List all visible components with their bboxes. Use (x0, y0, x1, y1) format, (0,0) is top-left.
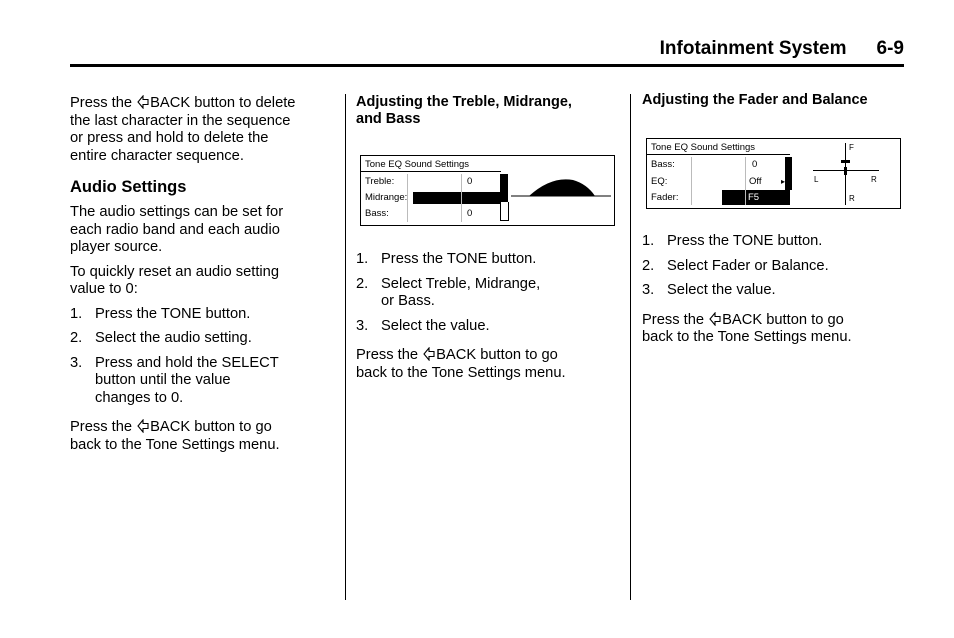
column-2-body (356, 251, 621, 382)
list-item: 1. Press the TONE button. (356, 251, 537, 267)
fader-heading: Adjusting the Fader and Balance (642, 92, 868, 108)
back-arrow-icon (709, 312, 721, 326)
bass-label: Bass: (651, 159, 675, 170)
list-item: 1. Press the TONE button. (70, 305, 251, 322)
column-1 (70, 95, 335, 454)
back-arrow-icon (423, 347, 435, 361)
front-label: F (849, 143, 854, 152)
back-paragraph: Press the BACK button to go back to the Tone Settings menu. (356, 347, 566, 381)
tone-eq-screen-treble (360, 155, 615, 226)
intro-paragraph: Press the BACK button to delete the last character in the sequence or press and hold to delete the entire character sequence. (70, 95, 296, 164)
screen-title: Tone EQ Sound Settings (651, 142, 756, 153)
bass-value: 0 (752, 159, 758, 170)
right-label: R (871, 175, 877, 184)
section-title: Infotainment System (659, 38, 847, 59)
list-item: 3. Select the value. (642, 282, 776, 298)
column-divider-1 (345, 94, 346, 600)
left-label: L (814, 175, 819, 184)
eq-curve-icon (511, 174, 611, 200)
screen-title: Tone EQ Sound Settings (365, 159, 470, 170)
eq-label: EQ: (651, 176, 668, 187)
midrange-label: Midrange: (365, 192, 408, 203)
fader-marker (841, 160, 850, 163)
midrange-highlight (413, 192, 501, 204)
page-header (660, 38, 904, 60)
page-number: 6-9 (876, 38, 904, 59)
audio-settings-paragraph: The audio settings can be set for each radio band and each audio player source. (70, 204, 284, 255)
level-bar (500, 174, 508, 202)
rear-label: R (849, 194, 855, 203)
treble-heading: Adjusting the Treble, Midrange, and Bass (356, 94, 572, 127)
fader-value: F5 (748, 192, 760, 203)
balance-marker (844, 167, 847, 175)
reset-paragraph: To quickly reset an audio setting value to 0: (70, 263, 280, 297)
column-3-body (642, 233, 902, 347)
back-paragraph: Press the BACK button to go back to the Tone Settings menu. (642, 311, 852, 345)
reset-steps-list (70, 306, 335, 408)
eq-value: Off (749, 176, 762, 187)
column-divider-2 (630, 94, 631, 600)
list-item: 1. Press the TONE button. (642, 233, 823, 249)
treble-value: 0 (467, 176, 473, 187)
list-item: 3. Select the value. (356, 317, 490, 334)
list-item: 2. Select Fader or Balance. (642, 257, 829, 274)
selection-bar (785, 157, 792, 190)
column-3 (642, 92, 902, 109)
fader-steps-list (642, 233, 902, 300)
bass-value: 0 (467, 208, 473, 219)
arrow-right-icon: ▸ (781, 177, 786, 186)
bass-label: Bass: (365, 208, 389, 219)
fader-label: Fader: (651, 192, 679, 203)
back-arrow-icon (137, 419, 149, 433)
tone-eq-screen-fader (646, 138, 901, 209)
treble-label: Treble: (365, 176, 395, 187)
treble-steps-list (356, 251, 621, 335)
back-paragraph: Press the BACK button to go back to the Tone Settings menu. (70, 419, 280, 453)
header-rule (70, 64, 904, 67)
back-arrow-icon (137, 95, 149, 109)
audio-settings-title: Audio Settings (70, 178, 187, 196)
column-2 (356, 94, 621, 128)
list-item: 2. Select Treble, Midrange, or Bass. (356, 275, 541, 309)
list-item: 2. Select the audio setting. (70, 330, 252, 346)
list-item: 3. Press and hold the SELECT button until the value changes to 0. (70, 354, 279, 406)
